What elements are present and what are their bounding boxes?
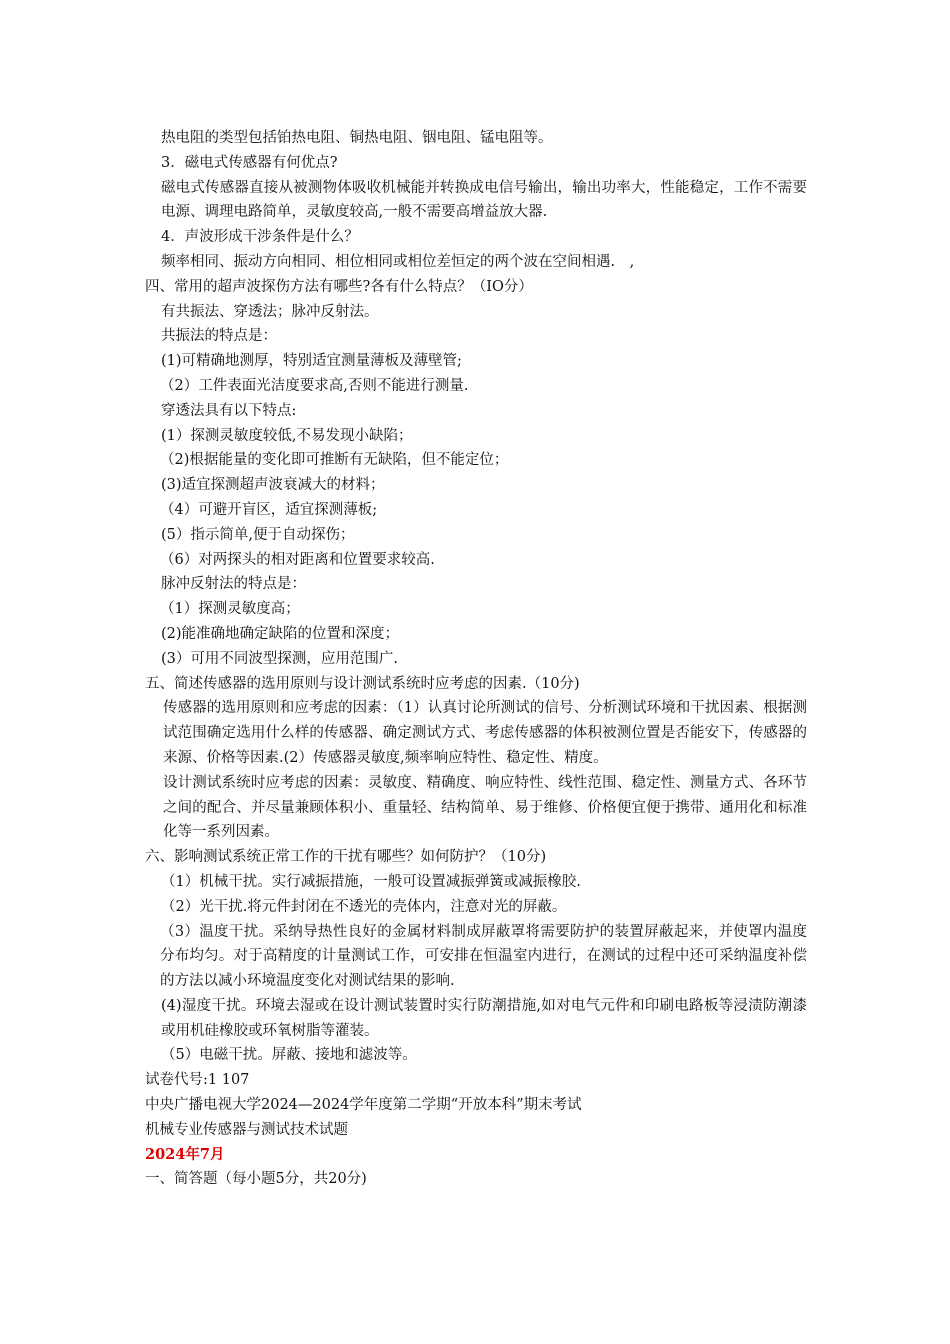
list-item: (3)适宜探测超声波衰减大的材料；: [161, 477, 385, 494]
section-heading: 四、常用的超声波探伤方法有哪些?各有什么特点？（IO分）: [145, 278, 533, 295]
list-item: (1)可精确地测厚，特别适宜测量薄板及薄壁管;: [161, 353, 462, 370]
section-heading: 六、影响测试系统正常工作的干扰有哪些？如何防护？（10分): [145, 849, 547, 866]
text-line: 有共振法、穿透法；脉冲反射法。: [161, 303, 379, 320]
text-line: 穿透法具有以下特点:: [161, 402, 297, 419]
exam-code: 试卷代号:1 107: [145, 1072, 250, 1089]
document-body: [145, 126, 807, 1192]
list-item: （2)根据能量的变化即可推断有无缺陷，但不能定位；: [160, 452, 509, 469]
section-heading: 五、简述传感器的选用原则与设计测试系统时应考虑的因素.（10分): [145, 675, 580, 692]
list-item: （1）探测灵敏度高；: [160, 601, 300, 618]
question-heading: 4．声波形成干涉条件是什么？: [161, 229, 359, 246]
list-item: （1）机械干扰。实行减振措施，一般可设置减振弹簧或减振橡胶.: [161, 873, 581, 890]
list-item: (2)能准确地确定缺陷的位置和深度；: [161, 625, 400, 642]
answer-paragraph: （3）温度干扰。采纳导热性良好的金属材料制成屏蔽罩将需要防护的装置屏蔽起来，并使罩内温度分布均匀。对于高精度的计量测试工作，可安排在恒温室内进行，在测试的过程中还可采纳温度补偿的方法以减小环境温度变化对测试结果的影响.: [160, 923, 807, 990]
list-item: (5）指示简单,便于自动探伤；: [161, 526, 355, 543]
list-item: （2）工件表面光洁度要求高,否则不能进行测量.: [160, 377, 469, 394]
text-line: 共振法的特点是：: [161, 328, 277, 345]
text-line: 热电阻的类型包括铂热电阻、铜热电阻、铟电阻、锰电阻等。: [161, 130, 553, 146]
exam-subject-title: 机械专业传感器与测试技术试题: [145, 1121, 348, 1138]
answer-paragraph: 传感器的选用原则和应考虑的因素：（1）认真讨论所测试的信号、分析测试环境和干扰因素、根据测试范围确定选用什么样的传感器、确定测试方式、考虑传感器的体积被测位置是否能安下，传感器的来源、价格等因素.(2）传感器灵敏度,频率响应特性、稳定性、精度。: [163, 700, 807, 766]
text-line: 脉冲反射法的特点是：: [161, 576, 306, 593]
list-item: （2）光干扰.将元件封闭在不透光的壳体内，注意对光的屏蔽。: [161, 898, 567, 915]
section-heading: 一、简答题（每小题5分，共20分): [145, 1171, 367, 1188]
text-line: 频率相同、振动方向相同、相位相同或相位差恒定的两个波在空间相遇. ,: [161, 253, 635, 270]
answer-paragraph: 设计测试系统时应考虑的因素：灵敏度、精确度、响应特性、线性范围、稳定性、测量方式、各环节之间的配合、并尽量兼顾体积小、重量轻、结构简单、易于维修、价格便宜便于携带、通用化和标准化等一系列因素。: [163, 774, 807, 841]
list-item: （5）电磁干扰。屏蔽、接地和滤波等。: [161, 1047, 417, 1064]
exam-institution-title: 中央广播电视大学2024—2024学年度第二学期“开放本科”期末考试: [145, 1097, 582, 1114]
list-item: (3）可用不同波型探测，应用范围广.: [161, 650, 398, 667]
exam-date: 2024年7月: [145, 1145, 225, 1163]
list-item: （6）对两探头的相对距离和位置要求较高.: [160, 551, 435, 568]
question-heading: 3．磁电式传感器有何优点?: [161, 154, 338, 171]
answer-paragraph: 磁电式传感器直接从被测物体吸收机械能并转换成电信号输出，输出功率大，性能稳定，工作不需要电源、调理电路简单，灵敏度较高,一般不需要高增益放大器.: [161, 179, 807, 221]
answer-paragraph: (4)湿度干扰。环境去湿或在设计测试装置时实行防潮措施,如对电气元件和印刷电路板等浸渍防潮漆或用机硅橡胶或环氧树脂等灌装。: [161, 997, 807, 1039]
list-item: (1）探测灵敏度较低,不易发现小缺陷；: [161, 427, 413, 444]
list-item: （4）可避开盲区，适宜探测薄板;: [160, 501, 378, 518]
